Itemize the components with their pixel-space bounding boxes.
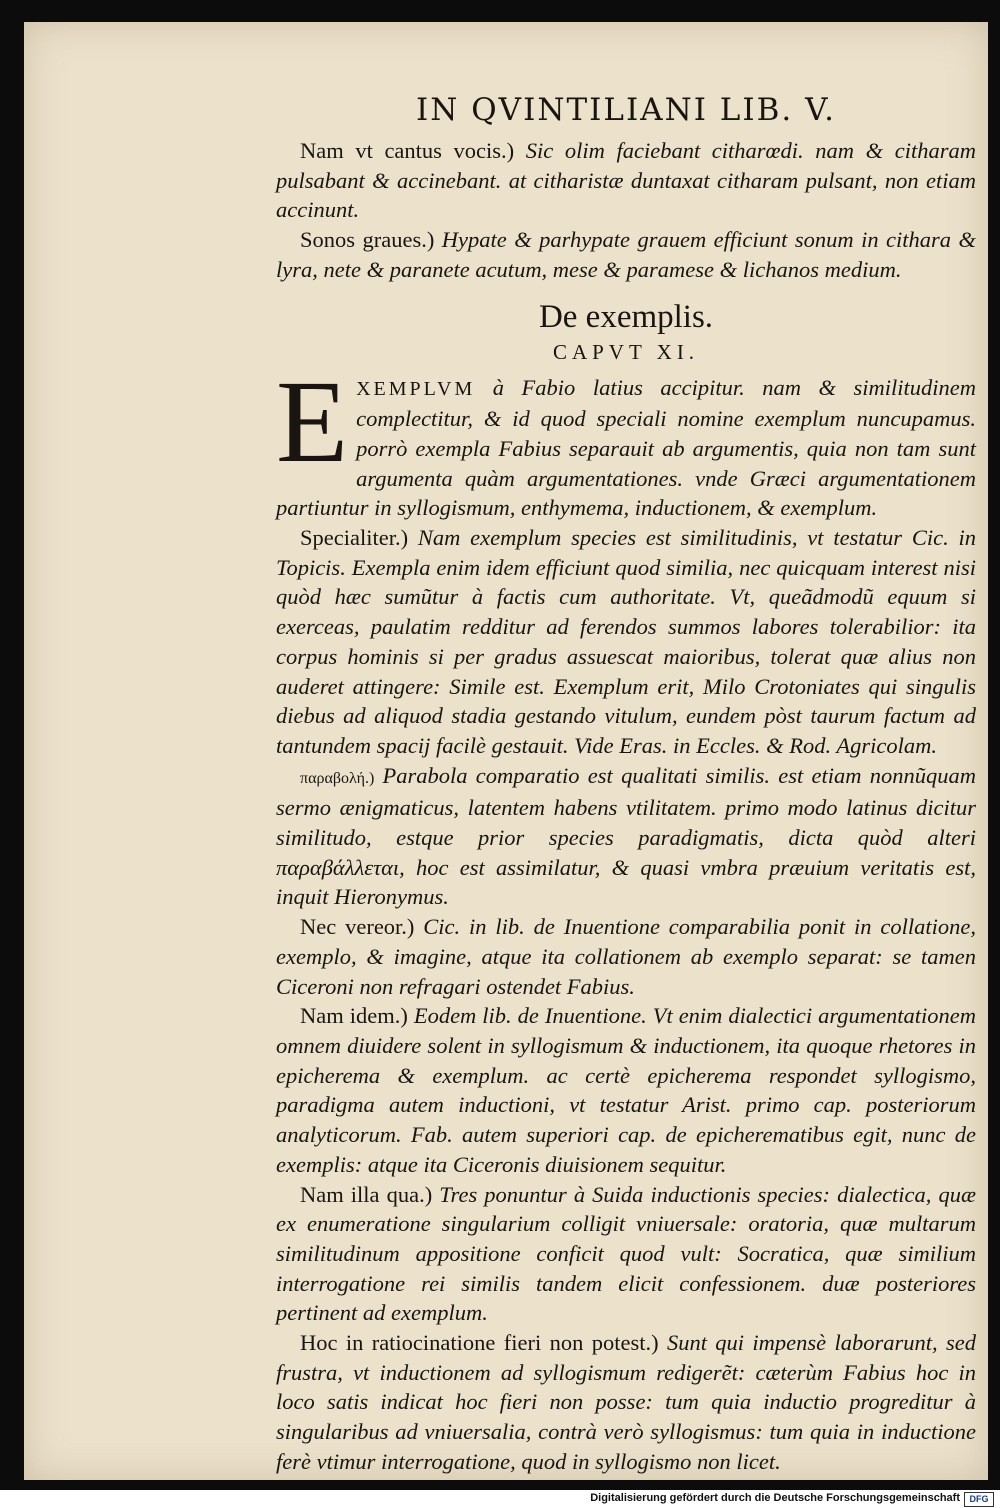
lemma: Nec vereor.) (300, 914, 415, 940)
commentary-text: Tres ponuntur à Suida inductionis species: dialectica, quæ ex enumeratione singularium colligit vniuersale: oratoria, quæ multarum similitudinum appositione conficit quod vult: Socratica, quæ similium interrogatione rei similis tandem elicit confessionem. duæ posteriores pertinent ad exemplum. (276, 1181, 976, 1326)
commentary-text: Cic. in lib. de Inuentione comparabilia ponit in collatione, exemplo, & imagine, atque ita collationem ab exemplo separat: se tamen Ciceroni non refragari ostendet Fabius. (276, 914, 976, 999)
running-head: IN QVINTILIANI LIB. V. (416, 92, 836, 128)
commentary-paragraph (276, 761, 976, 913)
commentary-text: Nam exemplum species est similitudinis, vt testatur Cic. in Topicis. Exempla enim idem efficiunt quod similia, nec quicquam interest nisi quòd hæc sumũtur à factis cum authoritate. Vt, queãdmodũ equum si exerceas, paulatim redditur ad ferendos summos labores tolerabilior: ita corpus hominis si per gradus assuescat maioribus, tolerat quæ alius non auderet attingere: Simile est. Exemplum erit, Milo Crotoniates qui singulis diebus ad aliquod stadia gestando vitulum, eundem pòst taurum factum ad tantundem spacij facilè gestauit. Vide Eras. in Eccles. & Rod. Agricolam. (276, 525, 976, 758)
lemma: Sonos graues.) (300, 227, 435, 253)
lemma: Nam illa qua.) (300, 1181, 433, 1207)
chapter-heading: CAPVT XI. (552, 339, 700, 364)
commentary-paragraph (276, 1328, 976, 1477)
commentary-text: Sic olim faciebant citharœdi. nam & citharam pulsabant & accinebant. at citharistæ duntaxat citharam pulsant, non etiam accinunt. (276, 138, 976, 223)
drop-cap: E (276, 355, 349, 487)
commentary-text: Sunt qui impensè laborarunt, sed frustra, vt inductionem ad syllogismum redigerẽt: cæterùm Fabius hoc in loco satis indicat hoc fieri non posse: tum quia inductio progreditur à singularibus ad vniuersalia, contrà verò syllogismus: tum quia in inductione ferè vtimur interrogatione, quod in syllogismo non licet. (276, 1330, 976, 1474)
first-paragraph (276, 355, 976, 524)
commentary-paragraph (276, 1001, 976, 1179)
commentary-text: Hypate & parhypate grauem efficiunt sonum in cithara & lyra, nete & paranete acutum, mese & paramese & lichanos medium. (276, 227, 976, 282)
commentary-text: Parabola comparatio est qualitati similis. est etiam nonnũquam sermo ænigmaticus, latentem habens vtilitatem. primo modo latinus dicitur similitudo, estque prior species paradigmatis, dicta quòd alteri παραβάλλεται, hoc est assimilatur, & quasi vmbra præuium veritatis est, inquit Hieronymus. (276, 762, 976, 910)
lemma: παραβολή.) (300, 769, 375, 787)
dfg-logo: DFG (964, 1492, 994, 1507)
page-content (276, 92, 976, 1477)
section-title: De exemplis. (538, 298, 714, 335)
commentary-paragraph (276, 225, 976, 284)
lemma: Specialiter.) (300, 525, 409, 551)
commentary-paragraph (276, 523, 976, 761)
opening-word: XEMPLVM (356, 377, 476, 400)
paragraphs-after (276, 523, 976, 1477)
commentary-paragraph (276, 912, 976, 1001)
footer-credit: Digitalisierung gefördert durch die Deutsche Forschungsgemeinschaft (590, 1492, 960, 1504)
paragraphs-before (276, 136, 976, 285)
first-paragraph-text: à Fabio latius accipitur. nam & similitudinem complectitur, & id quod speciali nomine exemplum nuncupamus. porrò exempla Fabius separauit ab argumentis, quia non tam sunt argumenta quàm argumentationes. vnde Græci argumentationem partiuntur in syllogismum, enthymema, inductionem, & exemplum. (276, 374, 976, 521)
lemma: Hoc in ratiocinatione fieri non potest.) (300, 1330, 659, 1356)
lemma: Nam vt cantus vocis.) (300, 138, 515, 163)
commentary-paragraph (276, 136, 976, 225)
commentary-text: Eodem lib. de Inuentione. Vt enim dialectici argumentationem omnem diuidere solent in syllogismum & inductionem, ita quoque rhetores in epicherema & exemplum. ac certè epicherema respondet syllogismo, paradigma autem inductioni, vt testatur Arist. primo cap. posteriorum analyticorum. Fab. autem superiori cap. de epicherematibus egit, nunc de exemplis: atque ita Ciceronis diuisionem sequitur. (276, 1003, 977, 1177)
commentary-paragraph (276, 1180, 976, 1329)
lemma: Nam idem.) (300, 1003, 408, 1029)
